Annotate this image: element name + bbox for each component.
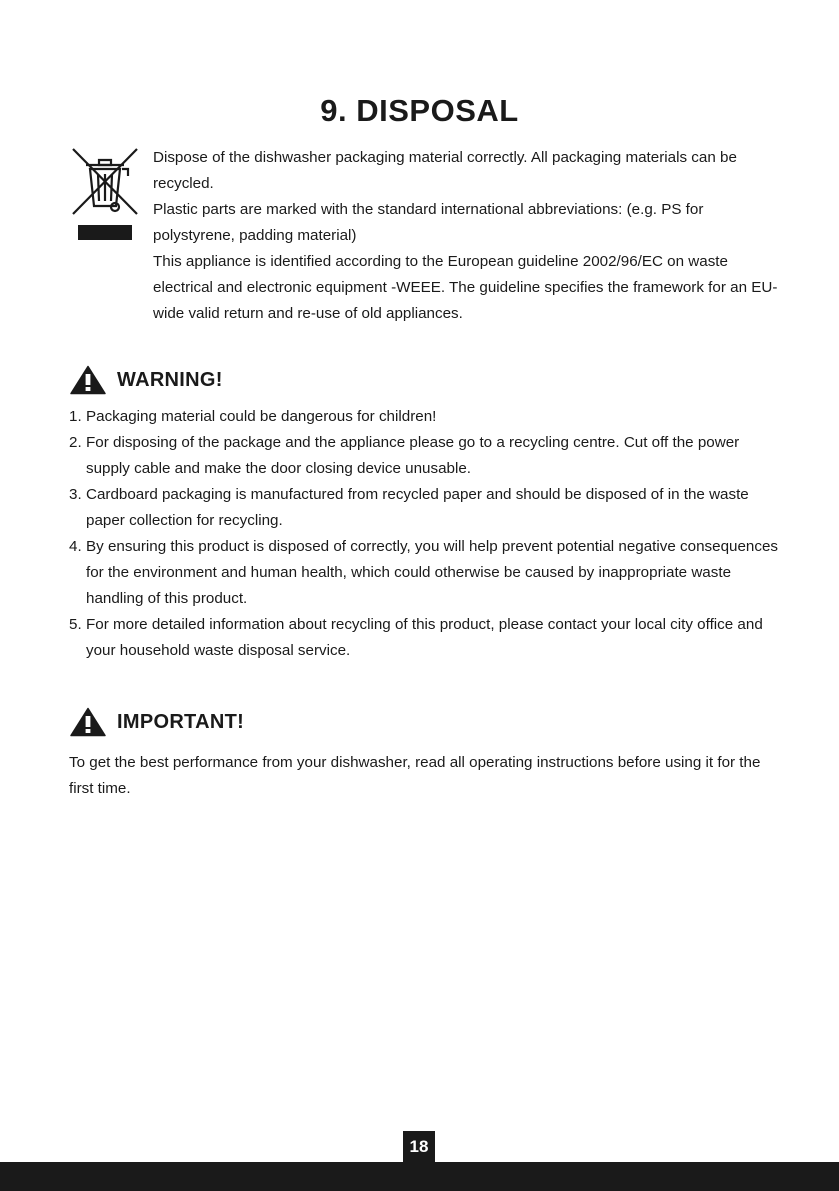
list-item-number: 3. [69,486,82,503]
important-heading [70,707,244,737]
list-item-number: 2. [69,434,82,451]
list-item-text: Packaging material could be dangerous for children! [86,408,437,425]
disposal-intro [153,145,783,327]
intro-paragraph: This appliance is identified according to the European guideline 2002/96/EC on waste electrical and electronic equipment -WEEE. The guideline specifies the framework for an EU-wide valid return and re-use of old appliances. [153,253,778,322]
warning-triangle-icon [70,365,106,395]
page-number: 18 [403,1131,435,1165]
warning-heading-label: WARNING! [117,368,223,391]
list-item [69,534,784,612]
intro-paragraph: Plastic parts are marked with the standard international abbreviations: (e.g. PS for polystyrene, padding material) [153,201,704,244]
important-text: To get the best performance from your dishwasher, read all operating instructions before using it for the first time. [69,754,761,797]
crossed-out-wheelie-bin-icon [70,146,140,242]
list-item-text: By ensuring this product is disposed of correctly, you will help prevent potential negative consequences for the environment and human health, which could otherwise be caused by inappropriate waste handling of this product. [86,538,778,607]
list-item-text: Cardboard packaging is manufactured from recycled paper and should be disposed of in the waste paper collection for recycling. [86,486,749,529]
important-heading-label: IMPORTANT! [117,710,245,733]
list-item [69,404,784,430]
warning-triangle-icon [70,707,106,737]
list-item [69,430,784,482]
intro-paragraph: Dispose of the dishwasher packaging material correctly. All packaging materials can be recycled. [153,149,737,192]
warning-heading [70,365,223,395]
warning-list [69,404,784,664]
list-item-text: For disposing of the package and the appliance please go to a recycling centre. Cut off the power supply cable and make the door closing device unusable. [86,434,740,477]
list-item [69,612,784,664]
list-item-text: For more detailed information about recycling of this product, please contact your local city office and your household waste disposal service. [86,616,763,659]
list-item-number: 1. [69,408,82,425]
list-item-number: 5. [69,616,82,633]
footer-bar [0,1162,839,1191]
list-item-number: 4. [69,538,82,555]
page-title: 9. DISPOSAL [320,92,519,128]
list-item [69,482,784,534]
